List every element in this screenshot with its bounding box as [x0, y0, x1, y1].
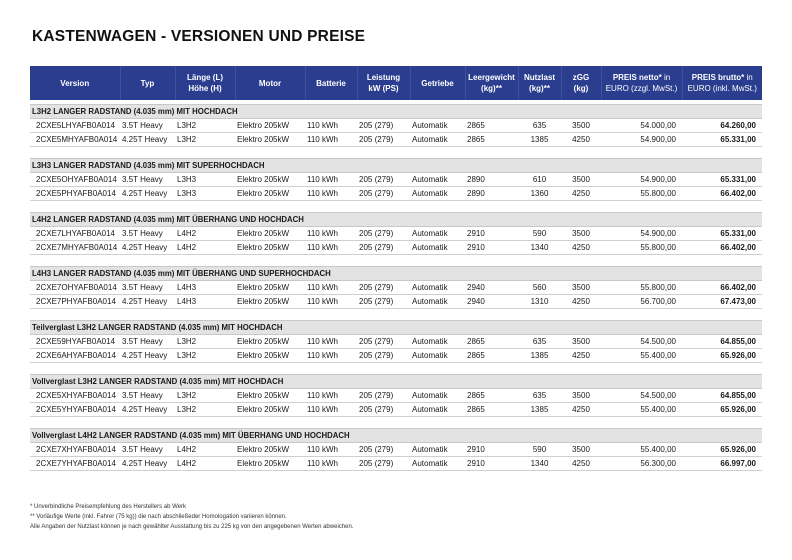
- cell-preis-netto: 55.800,00: [601, 187, 682, 201]
- header-zgg-label: zGG: [572, 73, 590, 82]
- cell-nutzlast: 610: [518, 173, 561, 187]
- cell-getriebe: Automatik: [410, 403, 465, 417]
- footnote: ** Vorläufige Werte (inkl. Fahrer (75 kg)) die nach abschließeder Homologation variieren können.: [30, 514, 287, 520]
- header-preis-brutto: [682, 66, 762, 100]
- header-netto-label: PREIS netto*: [612, 73, 662, 82]
- cell-leistung: 205 (279): [357, 133, 410, 147]
- header-netto-unit: EURO (zzgl. MwSt.): [605, 84, 678, 93]
- section-header-row: [30, 375, 762, 389]
- table-row: [30, 335, 762, 349]
- table-row: [30, 281, 762, 295]
- cell-zgg: 3500: [561, 335, 601, 349]
- cell-preis-brutto: 66.402,00: [682, 241, 762, 255]
- section-title: L3H2 LANGER RADSTAND (4.035 mm) MIT HOCHDACH: [30, 105, 762, 119]
- cell-getriebe: Automatik: [410, 173, 465, 187]
- cell-leistung: 205 (279): [357, 227, 410, 241]
- header-motor: Motor: [235, 66, 305, 100]
- cell-getriebe: Automatik: [410, 133, 465, 147]
- cell-batterie: 110 kWh: [305, 241, 357, 255]
- cell-zgg: 4250: [561, 403, 601, 417]
- spacer-cell: [30, 255, 762, 267]
- cell-leistung: 205 (279): [357, 443, 410, 457]
- table-row: [30, 227, 762, 241]
- cell-nutzlast: 560: [518, 281, 561, 295]
- cell-laenge-hoehe: L3H2: [175, 335, 235, 349]
- cell-leergewicht: 2940: [465, 295, 518, 309]
- cell-laenge-hoehe: L3H2: [175, 119, 235, 133]
- cell-nutzlast: 635: [518, 389, 561, 403]
- header-leergewicht: [465, 66, 518, 100]
- cell-typ: 3.5T Heavy: [120, 443, 175, 457]
- cell-nutzlast: 1360: [518, 187, 561, 201]
- cell-version: 2CXE5LHYAFB0A014: [30, 119, 120, 133]
- cell-getriebe: Automatik: [410, 227, 465, 241]
- cell-nutzlast: 1385: [518, 133, 561, 147]
- section-title: Vollverglast L4H2 LANGER RADSTAND (4.035 mm) MIT ÜBERHANG UND HOCHDACH: [30, 429, 762, 443]
- cell-leergewicht: 2940: [465, 281, 518, 295]
- spacer-cell: [30, 309, 762, 321]
- cell-leistung: 205 (279): [357, 335, 410, 349]
- cell-preis-brutto: 66.402,00: [682, 281, 762, 295]
- cell-preis-brutto: 65.331,00: [682, 133, 762, 147]
- cell-leergewicht: 2910: [465, 241, 518, 255]
- table-row: [30, 403, 762, 417]
- section-title: L4H2 LANGER RADSTAND (4.035 mm) MIT ÜBERHANG UND HOCHDACH: [30, 213, 762, 227]
- cell-preis-netto: 54.000,00: [601, 119, 682, 133]
- cell-nutzlast: 635: [518, 119, 561, 133]
- cell-getriebe: Automatik: [410, 349, 465, 363]
- cell-motor: Elektro 205kW: [235, 241, 305, 255]
- cell-preis-brutto: 65.331,00: [682, 173, 762, 187]
- cell-zgg: 4250: [561, 349, 601, 363]
- cell-nutzlast: 1340: [518, 457, 561, 471]
- cell-batterie: 110 kWh: [305, 335, 357, 349]
- cell-leergewicht: 2865: [465, 403, 518, 417]
- cell-leistung: 205 (279): [357, 389, 410, 403]
- section-title: Teilverglast L3H2 LANGER RADSTAND (4.035 mm) MIT HOCHDACH: [30, 321, 762, 335]
- section-title: L3H3 LANGER RADSTAND (4.035 mm) MIT SUPERHOCHDACH: [30, 159, 762, 173]
- page-title: KASTENWAGEN - VERSIONEN UND PREISE: [32, 28, 366, 45]
- cell-preis-netto: 55.400,00: [601, 349, 682, 363]
- cell-getriebe: Automatik: [410, 389, 465, 403]
- cell-preis-netto: 54.900,00: [601, 173, 682, 187]
- spacer-cell: [30, 147, 762, 159]
- section-spacer: [30, 147, 762, 159]
- header-leistung: [357, 66, 410, 100]
- cell-leistung: 205 (279): [357, 173, 410, 187]
- cell-version: 2CXE7LHYAFB0A014: [30, 227, 120, 241]
- cell-version: 2CXE7YHYAFB0A014: [30, 457, 120, 471]
- header-laenge-label: Länge (L): [187, 73, 223, 82]
- header-leergewicht-unit: (kg)**: [481, 84, 502, 93]
- cell-nutzlast: 635: [518, 335, 561, 349]
- cell-motor: Elektro 205kW: [235, 281, 305, 295]
- cell-laenge-hoehe: L3H2: [175, 349, 235, 363]
- header-brutto-label: PREIS brutto*: [691, 73, 745, 82]
- cell-getriebe: Automatik: [410, 335, 465, 349]
- cell-typ: 3.5T Heavy: [120, 173, 175, 187]
- cell-version: 2CXE5MHYAFB0A014: [30, 133, 120, 147]
- cell-leergewicht: 2865: [465, 389, 518, 403]
- header-preis-netto: [601, 66, 682, 100]
- cell-laenge-hoehe: L3H3: [175, 173, 235, 187]
- cell-motor: Elektro 205kW: [235, 443, 305, 457]
- footnotes: [30, 502, 353, 532]
- cell-nutzlast: 1385: [518, 403, 561, 417]
- cell-typ: 4.25T Heavy: [120, 457, 175, 471]
- cell-motor: Elektro 205kW: [235, 119, 305, 133]
- cell-typ: 4.25T Heavy: [120, 403, 175, 417]
- section-spacer: [30, 309, 762, 321]
- cell-leergewicht: 2865: [465, 133, 518, 147]
- header-leistung-unit: kW (PS): [368, 84, 399, 93]
- table-body: [30, 100, 762, 471]
- header-nutzlast-unit: (kg)**: [529, 84, 550, 93]
- cell-getriebe: Automatik: [410, 119, 465, 133]
- cell-zgg: 3500: [561, 119, 601, 133]
- cell-zgg: 3500: [561, 443, 601, 457]
- cell-preis-brutto: 65.926,00: [682, 443, 762, 457]
- cell-nutzlast: 590: [518, 227, 561, 241]
- cell-typ: 3.5T Heavy: [120, 119, 175, 133]
- cell-typ: 3.5T Heavy: [120, 281, 175, 295]
- cell-preis-netto: 55.800,00: [601, 281, 682, 295]
- header-brutto-unit: EURO (inkl. MwSt.): [687, 84, 757, 93]
- cell-version: 2CXE59HYAFB0A014: [30, 335, 120, 349]
- cell-typ: 4.25T Heavy: [120, 187, 175, 201]
- cell-getriebe: Automatik: [410, 443, 465, 457]
- cell-laenge-hoehe: L3H3: [175, 187, 235, 201]
- cell-typ: 4.25T Heavy: [120, 241, 175, 255]
- header-hoehe-label: Höhe (H): [188, 84, 222, 93]
- cell-zgg: 4250: [561, 241, 601, 255]
- cell-preis-brutto: 65.926,00: [682, 349, 762, 363]
- cell-preis-brutto: 66.997,00: [682, 457, 762, 471]
- cell-laenge-hoehe: L4H3: [175, 281, 235, 295]
- cell-preis-brutto: 66.402,00: [682, 187, 762, 201]
- cell-zgg: 4250: [561, 457, 601, 471]
- cell-laenge-hoehe: L4H2: [175, 457, 235, 471]
- header-nutzlast: [518, 66, 561, 100]
- table-row: [30, 133, 762, 147]
- cell-motor: Elektro 205kW: [235, 335, 305, 349]
- cell-preis-netto: 55.400,00: [601, 443, 682, 457]
- cell-leistung: 205 (279): [357, 457, 410, 471]
- header-typ: Typ: [120, 66, 175, 100]
- section-header-row: [30, 105, 762, 119]
- table-header-row: [30, 66, 762, 100]
- section-spacer: [30, 417, 762, 429]
- spacer-cell: [30, 417, 762, 429]
- cell-motor: Elektro 205kW: [235, 173, 305, 187]
- cell-version: 2CXE7PHYAFB0A014: [30, 295, 120, 309]
- header-zgg: [561, 66, 601, 100]
- cell-typ: 3.5T Heavy: [120, 389, 175, 403]
- section-header-row: [30, 321, 762, 335]
- header-leistung-label: Leistung: [366, 73, 401, 82]
- cell-motor: Elektro 205kW: [235, 187, 305, 201]
- section-spacer: [30, 201, 762, 213]
- cell-laenge-hoehe: L4H2: [175, 241, 235, 255]
- cell-motor: Elektro 205kW: [235, 457, 305, 471]
- section-title: L4H3 LANGER RADSTAND (4.035 mm) MIT ÜBERHANG UND SUPERHOCHDACH: [30, 267, 762, 281]
- cell-getriebe: Automatik: [410, 295, 465, 309]
- cell-batterie: 110 kWh: [305, 295, 357, 309]
- header-brutto-in: in: [744, 73, 753, 82]
- cell-typ: 3.5T Heavy: [120, 335, 175, 349]
- cell-leergewicht: 2890: [465, 173, 518, 187]
- cell-preis-brutto: 64.855,00: [682, 389, 762, 403]
- cell-preis-brutto: 65.331,00: [682, 227, 762, 241]
- cell-preis-netto: 56.300,00: [601, 457, 682, 471]
- section-spacer: [30, 255, 762, 267]
- header-nutzlast-label: Nutzlast: [523, 73, 556, 82]
- cell-motor: Elektro 205kW: [235, 403, 305, 417]
- section-header-row: [30, 267, 762, 281]
- cell-batterie: 110 kWh: [305, 403, 357, 417]
- table-row: [30, 457, 762, 471]
- cell-preis-netto: 54.900,00: [601, 133, 682, 147]
- cell-motor: Elektro 205kW: [235, 295, 305, 309]
- section-header-row: [30, 213, 762, 227]
- cell-nutzlast: 1340: [518, 241, 561, 255]
- cell-nutzlast: 1310: [518, 295, 561, 309]
- cell-batterie: 110 kWh: [305, 281, 357, 295]
- cell-motor: Elektro 205kW: [235, 349, 305, 363]
- cell-leergewicht: 2865: [465, 335, 518, 349]
- header-batterie: Batterie: [305, 66, 357, 100]
- table-row: [30, 187, 762, 201]
- cell-getriebe: Automatik: [410, 241, 465, 255]
- cell-version: 2CXE7OHYAFB0A014: [30, 281, 120, 295]
- cell-preis-brutto: 67.473,00: [682, 295, 762, 309]
- cell-batterie: 110 kWh: [305, 119, 357, 133]
- cell-version: 2CXE5YHYAFB0A014: [30, 403, 120, 417]
- table-row: [30, 173, 762, 187]
- cell-laenge-hoehe: L3H2: [175, 403, 235, 417]
- footnote: * Unverbindliche Preisempfehlung des Herstellers ab Werk: [30, 504, 186, 510]
- cell-zgg: 4250: [561, 187, 601, 201]
- price-table: [30, 66, 762, 471]
- section-spacer: [30, 363, 762, 375]
- cell-motor: Elektro 205kW: [235, 227, 305, 241]
- table-row: [30, 443, 762, 457]
- cell-laenge-hoehe: L4H2: [175, 227, 235, 241]
- cell-zgg: 3500: [561, 173, 601, 187]
- cell-preis-netto: 54.900,00: [601, 227, 682, 241]
- cell-typ: 3.5T Heavy: [120, 227, 175, 241]
- cell-laenge-hoehe: L4H3: [175, 295, 235, 309]
- header-getriebe: Getriebe: [410, 66, 465, 100]
- cell-batterie: 110 kWh: [305, 457, 357, 471]
- header-netto-in: in: [661, 73, 671, 82]
- cell-leergewicht: 2910: [465, 443, 518, 457]
- cell-batterie: 110 kWh: [305, 389, 357, 403]
- table-row: [30, 119, 762, 133]
- cell-laenge-hoehe: L3H2: [175, 389, 235, 403]
- cell-nutzlast: 590: [518, 443, 561, 457]
- cell-zgg: 3500: [561, 389, 601, 403]
- cell-batterie: 110 kWh: [305, 227, 357, 241]
- cell-preis-netto: 56.700,00: [601, 295, 682, 309]
- cell-laenge-hoehe: L3H2: [175, 133, 235, 147]
- table-row: [30, 349, 762, 363]
- cell-version: 2CXE7MHYAFB0A014: [30, 241, 120, 255]
- cell-preis-netto: 55.400,00: [601, 403, 682, 417]
- cell-laenge-hoehe: L4H2: [175, 443, 235, 457]
- cell-version: 2CXE5OHYAFB0A014: [30, 173, 120, 187]
- table-row: [30, 241, 762, 255]
- table-row: [30, 295, 762, 309]
- cell-zgg: 3500: [561, 227, 601, 241]
- cell-version: 2CXE5PHYAFB0A014: [30, 187, 120, 201]
- section-header-row: [30, 429, 762, 443]
- cell-preis-brutto: 64.260,00: [682, 119, 762, 133]
- cell-motor: Elektro 205kW: [235, 133, 305, 147]
- cell-batterie: 110 kWh: [305, 173, 357, 187]
- cell-batterie: 110 kWh: [305, 133, 357, 147]
- section-title: Vollverglast L3H2 LANGER RADSTAND (4.035 mm) MIT HOCHDACH: [30, 375, 762, 389]
- table-row: [30, 389, 762, 403]
- cell-motor: Elektro 205kW: [235, 389, 305, 403]
- cell-batterie: 110 kWh: [305, 349, 357, 363]
- cell-batterie: 110 kWh: [305, 187, 357, 201]
- cell-getriebe: Automatik: [410, 281, 465, 295]
- cell-nutzlast: 1385: [518, 349, 561, 363]
- cell-typ: 4.25T Heavy: [120, 349, 175, 363]
- cell-getriebe: Automatik: [410, 187, 465, 201]
- cell-leistung: 205 (279): [357, 281, 410, 295]
- cell-leistung: 205 (279): [357, 349, 410, 363]
- header-zgg-unit: (kg): [573, 84, 589, 93]
- cell-typ: 4.25T Heavy: [120, 295, 175, 309]
- spacer-cell: [30, 201, 762, 213]
- cell-version: 2CXE7XHYAFB0A014: [30, 443, 120, 457]
- header-leergewicht-label: Leergewicht: [468, 73, 515, 82]
- section-header-row: [30, 159, 762, 173]
- cell-leistung: 205 (279): [357, 241, 410, 255]
- cell-version: 2CXE5XHYAFB0A014: [30, 389, 120, 403]
- cell-leergewicht: 2890: [465, 187, 518, 201]
- cell-preis-netto: 54.500,00: [601, 389, 682, 403]
- cell-preis-brutto: 65.926,00: [682, 403, 762, 417]
- footnote: Alle Angaben der Nutzlast können je nach gewählter Ausstattung bis zu 225 kg von den angegebenen Werten abweichen.: [30, 524, 354, 530]
- cell-getriebe: Automatik: [410, 457, 465, 471]
- cell-leistung: 205 (279): [357, 187, 410, 201]
- cell-typ: 4.25T Heavy: [120, 133, 175, 147]
- cell-preis-netto: 54.500,00: [601, 335, 682, 349]
- header-version: Version: [30, 66, 120, 100]
- cell-zgg: 4250: [561, 133, 601, 147]
- cell-leergewicht: 2865: [465, 349, 518, 363]
- cell-preis-netto: 55.800,00: [601, 241, 682, 255]
- cell-preis-brutto: 64.855,00: [682, 335, 762, 349]
- cell-leistung: 205 (279): [357, 295, 410, 309]
- cell-leergewicht: 2910: [465, 227, 518, 241]
- cell-leergewicht: 2865: [465, 119, 518, 133]
- cell-leergewicht: 2910: [465, 457, 518, 471]
- cell-zgg: 3500: [561, 281, 601, 295]
- header-laenge-hoehe: [175, 66, 235, 100]
- spacer-cell: [30, 363, 762, 375]
- cell-batterie: 110 kWh: [305, 443, 357, 457]
- cell-leistung: 205 (279): [357, 119, 410, 133]
- cell-leistung: 205 (279): [357, 403, 410, 417]
- cell-version: 2CXE6AHYAFB0A014: [30, 349, 120, 363]
- cell-zgg: 4250: [561, 295, 601, 309]
